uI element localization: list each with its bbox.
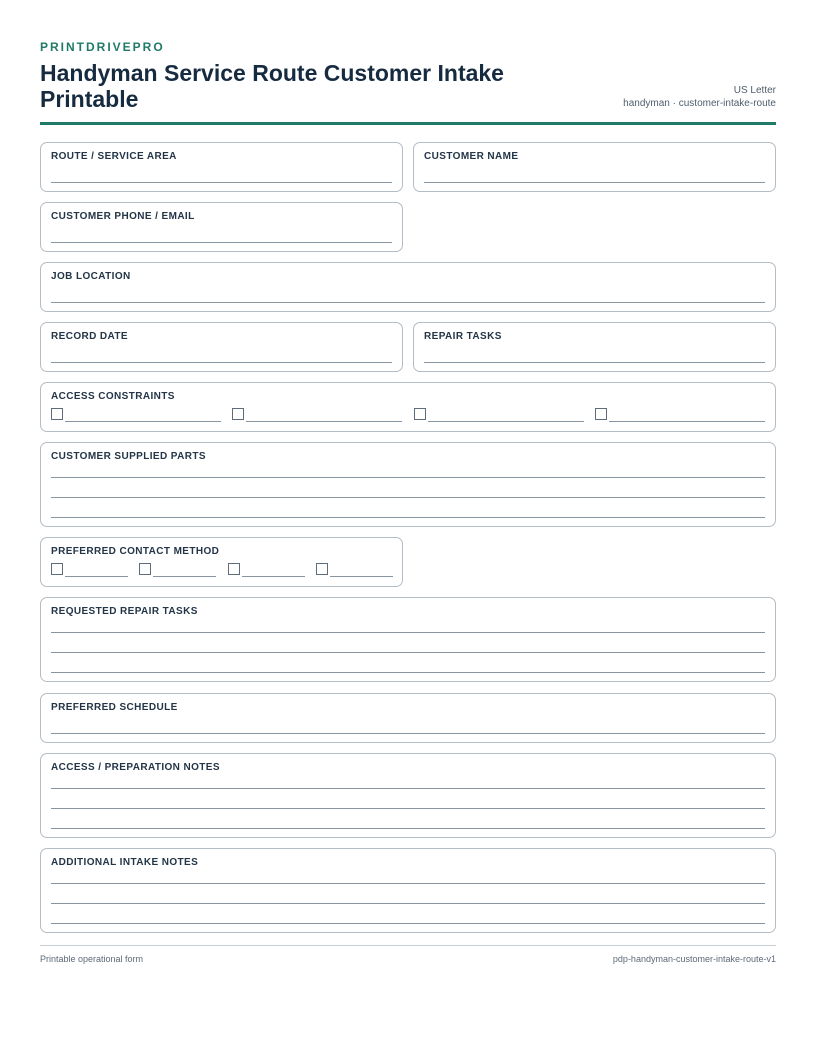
field-customer-name bbox=[413, 142, 776, 192]
option-line[interactable] bbox=[330, 576, 393, 577]
field-record-date bbox=[40, 322, 403, 372]
field-label: CUSTOMER PHONE / EMAIL bbox=[51, 211, 195, 222]
field-preferred-contact-method bbox=[40, 537, 403, 587]
write-line[interactable] bbox=[51, 652, 765, 653]
checkbox-option[interactable] bbox=[139, 563, 216, 577]
field-customer-supplied-parts bbox=[40, 442, 776, 527]
checkbox[interactable] bbox=[51, 563, 63, 575]
field-label: PREFERRED SCHEDULE bbox=[51, 702, 178, 713]
option-line[interactable] bbox=[246, 421, 402, 422]
checkbox-option[interactable] bbox=[414, 408, 584, 422]
field-job-location bbox=[40, 262, 776, 312]
option-line[interactable] bbox=[153, 576, 216, 577]
checkbox-option[interactable] bbox=[595, 408, 765, 422]
write-line[interactable] bbox=[51, 903, 765, 904]
field-customer-phone-email bbox=[40, 202, 403, 252]
checkbox-option[interactable] bbox=[228, 563, 305, 577]
write-line[interactable] bbox=[51, 477, 765, 478]
form-meta bbox=[623, 84, 776, 110]
page-title: Handyman Service Route Customer Intake Printable bbox=[40, 60, 504, 112]
field-label: REQUESTED REPAIR TASKS bbox=[51, 606, 198, 617]
footer-rule bbox=[40, 945, 776, 946]
write-line[interactable] bbox=[51, 828, 765, 829]
field-label: CUSTOMER SUPPLIED PARTS bbox=[51, 451, 206, 462]
write-line[interactable] bbox=[51, 808, 765, 809]
checkbox[interactable] bbox=[51, 408, 63, 420]
paper-size: US Letter bbox=[733, 85, 776, 96]
field-requested-repair-tasks bbox=[40, 597, 776, 682]
write-line[interactable] bbox=[51, 182, 392, 183]
write-line[interactable] bbox=[51, 362, 392, 363]
field-label: ADDITIONAL INTAKE NOTES bbox=[51, 857, 199, 868]
option-line[interactable] bbox=[242, 576, 305, 577]
checkbox-option[interactable] bbox=[232, 408, 402, 422]
checkbox[interactable] bbox=[414, 408, 426, 420]
header-rule bbox=[40, 122, 776, 125]
option-line[interactable] bbox=[65, 576, 128, 577]
field-route-service-area bbox=[40, 142, 403, 192]
write-line[interactable] bbox=[51, 788, 765, 789]
checkbox-option[interactable] bbox=[51, 563, 128, 577]
footer-form-id: pdp-handyman-customer-intake-route-v1 bbox=[612, 954, 776, 964]
field-label: ACCESS / PREPARATION NOTES bbox=[51, 762, 220, 773]
write-line[interactable] bbox=[424, 182, 765, 183]
option-line[interactable] bbox=[609, 421, 765, 422]
write-line[interactable] bbox=[51, 923, 765, 924]
form-slug: handyman · customer-intake-route bbox=[623, 98, 776, 109]
checkbox[interactable] bbox=[232, 408, 244, 420]
field-preferred-schedule bbox=[40, 693, 776, 743]
write-line[interactable] bbox=[51, 632, 765, 633]
option-line[interactable] bbox=[65, 421, 221, 422]
form-header bbox=[40, 40, 776, 126]
field-label: ROUTE / SERVICE AREA bbox=[51, 151, 177, 162]
field-label: CUSTOMER NAME bbox=[424, 151, 519, 162]
field-label: REPAIR TASKS bbox=[424, 331, 502, 342]
field-additional-intake-notes bbox=[40, 848, 776, 933]
footer-left: Printable operational form bbox=[40, 954, 144, 964]
write-line[interactable] bbox=[424, 362, 765, 363]
write-line[interactable] bbox=[51, 733, 765, 734]
write-line[interactable] bbox=[51, 302, 765, 303]
field-label: ACCESS CONSTRAINTS bbox=[51, 391, 175, 402]
write-line[interactable] bbox=[51, 883, 765, 884]
field-label: PREFERRED CONTACT METHOD bbox=[51, 546, 220, 557]
brand-name: PRINTDRIVEPRO bbox=[40, 40, 165, 54]
field-label: JOB LOCATION bbox=[51, 271, 131, 282]
write-line[interactable] bbox=[51, 242, 392, 243]
write-line[interactable] bbox=[51, 672, 765, 673]
write-line[interactable] bbox=[51, 497, 765, 498]
field-access-preparation-notes bbox=[40, 753, 776, 838]
checkbox-option[interactable] bbox=[51, 408, 221, 422]
field-access-constraints bbox=[40, 382, 776, 432]
option-line[interactable] bbox=[428, 421, 584, 422]
field-repair-tasks bbox=[413, 322, 776, 372]
checkbox[interactable] bbox=[139, 563, 151, 575]
write-line[interactable] bbox=[51, 517, 765, 518]
checkbox[interactable] bbox=[316, 563, 328, 575]
checkbox[interactable] bbox=[595, 408, 607, 420]
checkbox[interactable] bbox=[228, 563, 240, 575]
checkbox-option[interactable] bbox=[316, 563, 393, 577]
field-label: RECORD DATE bbox=[51, 331, 128, 342]
